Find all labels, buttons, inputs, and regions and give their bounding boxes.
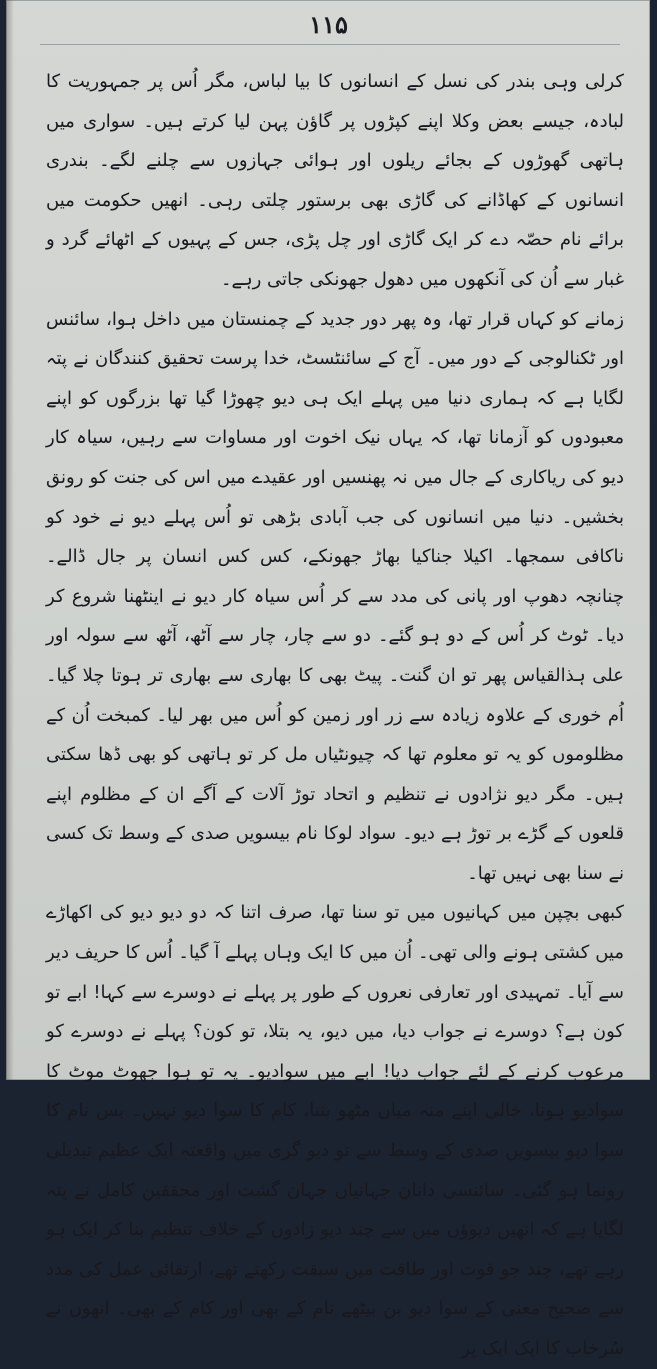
page-body xyxy=(46,62,624,1369)
page-number: ۱۱۵ xyxy=(309,10,348,39)
paragraph-2: زمانے کو کہاں قرار تھا، وہ پھر دور جدید کے چمنستان میں داخل ہوا، سائنس اور ٹکنالوجی کے دور میں۔ آج کے سائنٹسٹ، خدا پرست تحقیق کنندگان نے پتہ لگایا ہے کہ ہماری دنیا میں پہلے ایک ہی دیو چھوڑا گیا تھا بزرگوں کو اپنے معبودوں کو آزمانا تھا، کہ یہاں نیک اخوت اور مساوات سے رہیں، سیاہ کار دیو کی ریاکاری کے جال میں نہ پھنسیں اور عقیدے میں اس کی جنت کو رونق بخشیں۔ دنیا میں انسانوں کی جب آبادی بڑھی تو اُس پہلے دیو نے خود کو ناکافی سمجھا۔ اکیلا جناکیا بھاڑ جھونکے، کس کس انسان پر جال ڈالے۔ چنانچہ دھوپ اور پانی کی مدد سے کر اُس سیاہ کار دیو نے اینٹھنا شروع کر دیا۔ ٹوٹ کر اُس کے دو ہو گئے۔ دو سے چار، چار سے آٹھ، آٹھ سے سولہ اور علی ہذالقیاس پھر تو ان گنت۔ پیٹ بھی کا بھاری سے بھاری تر ہوتا چلا گیا۔ اُم خوری کے علاوہ زیادہ سے زر اور زمین کو اُس میں بھر لیا۔ کمبخت اُن کے مظلوموں کو یہ تو معلوم تھا کہ چیونٹیاں مل کر تو ہاتھی کو بھی ڈھا سکتی ہیں۔ مگر دیو نژادوں نے تنظیم و اتحاد توڑ آلات کے آگے ان کے مظلوم اپنے قلعوں کے گڑے بر توڑ ہے دیو۔ سواد لوکا نام بیسویں صدی کے وسط تک کسی نے سنا بھی نہیں تھا۔ xyxy=(46,308,624,884)
paragraph-1: کرلی وہی بندر کی نسل کے انسانوں کا بیا لباس، مگر اُس پر جمہوریت کا لبادہ، جیسے بعض وکلا اپنے کپڑوں پر گاؤن پہن لیا کرتے ہیں۔ سواری میں ہاتھی گھوڑوں کے بجائے ریلوں اور ہوائی جہازوں سے چلنے لگے۔ بندری انسانوں کے کھاڈانے کی گاڑی بھی برستور چلتی رہی۔ انھیں حکومت میں برائے نام حصّہ دے کر ایک گاڑی اور چل پڑی، جس کے پہیوں کے اٹھائے گرد و غبار سے اُن کی آنکھوں میں دھول جھونکی جاتی رہے۔ xyxy=(46,71,624,290)
binding-shadow xyxy=(6,0,14,1080)
paragraph-3: کبھی بچپن میں کہانیوں میں تو سنا تھا، صرف اتنا کہ دو دیو دیو کی اکھاڑے میں کشتی ہونے والی تھی۔ اُن میں کا ایک وہاں پہلے آ گیا۔ اُس کا حریف دیر سے آیا۔ تمہیدی اور تعارفی نعروں کے طور پر پہلے نے دوسرے سے کہا! ابے تو کون ہے؟ دوسرے نے جواب دیا، میں دیو، یہ بتلا، تو کون؟ پہلے نے دوسرے کو مرعوب کرنے کے لئے جواب دیا! ابے میں سوادیو۔ یہ تو ہوا جھوٹ موٹ کا سوادیو ہونا، خالی اپنے منہ میاں مٹھو بننا، کام کا سوا دیو نہیں۔ بس نام کا سوا دیو بیسویں صدی کے وسط سے تو دیو گری میں واقعتہ ایک عظیم تبدیلی رونما ہو گئی۔ سائنسی دانان جہانیاں جہان گشت اور محققین کامل نے پتہ لگایا ہے کہ انھیں دیوؤں میں سے چند دیو زادوں کے خلاف تنظیم بنا کر ایک ہو رہے تھے، چند جو قوت اور طاقت میں سبقت رکھتے تھے، ارتقائی عمل کی مدد سے صحیح معنی کے سوا دیو بن بیٹھے نام کے بھی اور کام کے بھی۔ انھوں نے سُرخاب کا ایک ایک پر xyxy=(46,902,624,1359)
header-rule xyxy=(40,44,620,45)
